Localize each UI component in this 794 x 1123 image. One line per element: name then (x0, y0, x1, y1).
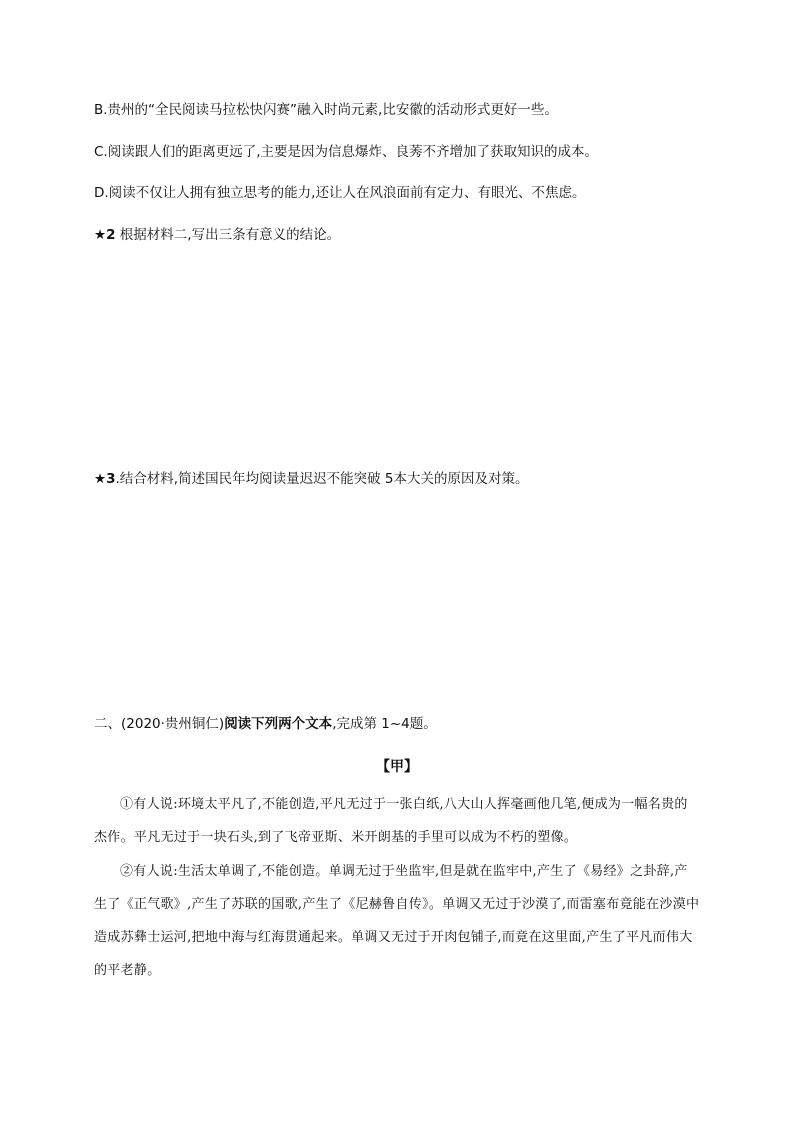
question-2-text: 根据材料二,写出三条有意义的结论。 (115, 227, 341, 243)
text-jia-paragraph-1: ①有人说:环境太平凡了,不能创造,平凡无过于一张白纸,八大山人挥毫画他几笔,便成为一幅名贵的杰作。平凡无过于一块石头,到了飞帝亚斯、米开朗基的手里可以成为不朽的塑像。 (94, 797, 688, 845)
question-3-number: ★3 (94, 471, 116, 487)
section-2-bold-text: 阅读下列两个文本 (224, 716, 333, 732)
option-b: B.贵州的“全民阅读马拉松快闪赛”融入时尚元素,比安徽的活动形式更好一些。 (94, 102, 558, 118)
section-2-prefix: 二、(2020·贵州铜仁) (94, 716, 225, 732)
option-d: D.阅读不仅让人拥有独立思考的能力,还让人在风浪面前有定力、有眼光、不焦虑。 (94, 185, 586, 201)
option-c: C.阅读跟人们的距离更远了,主要是因为信息爆炸、良莠不齐增加了获取知识的成本。 (94, 144, 599, 160)
question-2-number: ★2 (94, 227, 116, 243)
question-2 (94, 225, 340, 245)
question-3-text: .结合材料,简述国民年均阅读量迟迟不能突破 5本大关的原因及对策。 (115, 471, 529, 487)
text-jia-paragraph-2: ②有人说:生活太单调了,不能创造。单调无过于坐监牢,但是就在监牢中,产生了《易经》之卦辞,产生了《正气歌》,产生了苏联的国歌,产生了《尼赫鲁自传》。单调又无过于沙漠了,而雷塞布竟能在沙漠中造成苏彝士运河,把地中海与红海贯通起来。单调又无过于开肉包铺子,而竟在这里面,产生了平凡而伟大的平老静。 (94, 864, 700, 978)
section-2-heading (94, 714, 437, 734)
text-jia-title: 【甲】 (376, 759, 418, 775)
question-3 (94, 469, 528, 489)
section-2-suffix: ,完成第 1~4题。 (332, 716, 437, 732)
